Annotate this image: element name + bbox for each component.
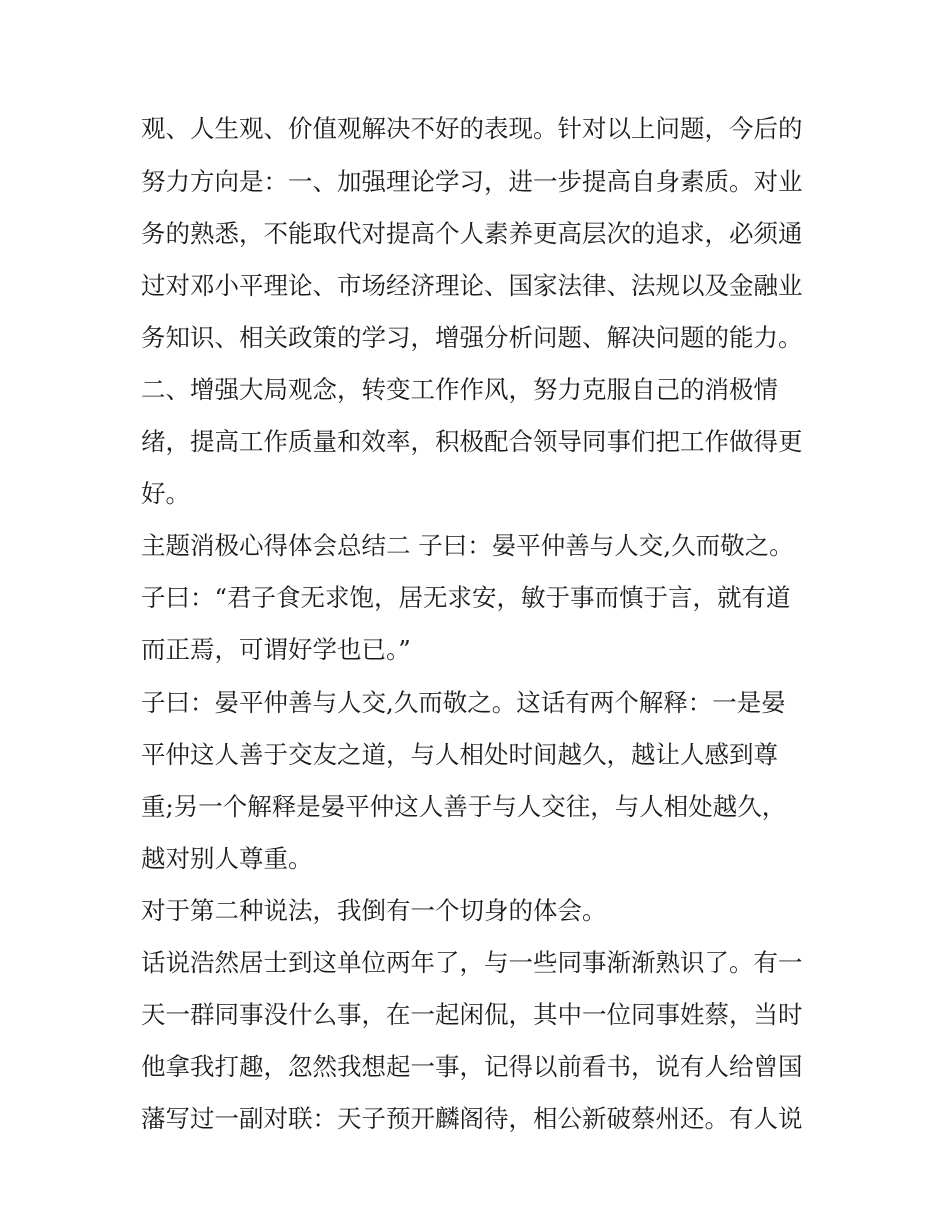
text-line: 务的熟悉，不能取代对提高个人素养更高层次的追求，必须通: [141, 219, 803, 248]
text-line: 越对别人尊重。: [141, 844, 313, 873]
text-line: 务知识、相关政策的学习，增强分析问题、解决问题的能力。: [141, 323, 803, 352]
text-line: 重;另一个解释是晏平仲这人善于与人交往，与人相处越久，: [141, 792, 787, 821]
text-line: 绪，提高工作质量和效率，积极配合领导同事们把工作做得更: [141, 427, 803, 456]
text-line: 二、增强大局观念，转变工作作风，努力克服自己的消极情: [141, 375, 778, 404]
text-line: 天一群同事没什么事，在一起闲侃，其中一位同事姓蔡，当时: [141, 1000, 803, 1029]
text-line: 对于第二种说法，我倒有一个切身的体会。: [141, 896, 607, 925]
text-line: 子曰：晏平仲善与人交,久而敬之。这话有两个解释：一是晏: [141, 688, 786, 717]
text-line: 而正焉，可谓好学也已。”: [141, 635, 411, 664]
text-line: 好。: [141, 479, 190, 508]
text-line: 主题消极心得体会总结二 子曰：晏平仲善与人交,久而敬之。: [141, 531, 794, 560]
text-line: 努力方向是：一、加强理论学习，进一步提高自身素质。对业: [141, 167, 803, 196]
text-line: 过对邓小平理论、市场经济理论、国家法律、法规以及金融业: [141, 271, 803, 300]
text-line: 子曰：“君子食无求饱，居无求安，敏于事而慎于言，就有道: [141, 583, 791, 612]
text-line: 藩写过一副对联：天子预开麟阁待，相公新破蔡州还。有人说: [141, 1104, 803, 1133]
text-line: 观、人生观、价值观解决不好的表现。针对以上问题，今后的: [141, 114, 803, 143]
text-line: 他拿我打趣，忽然我想起一事，记得以前看书，说有人给曾国: [141, 1052, 803, 1081]
text-line: 平仲这人善于交友之道，与人相处时间越久，越让人感到尊: [141, 740, 778, 769]
text-line: 话说浩然居士到这单位两年了，与一些同事渐渐熟识了。有一: [141, 948, 803, 977]
